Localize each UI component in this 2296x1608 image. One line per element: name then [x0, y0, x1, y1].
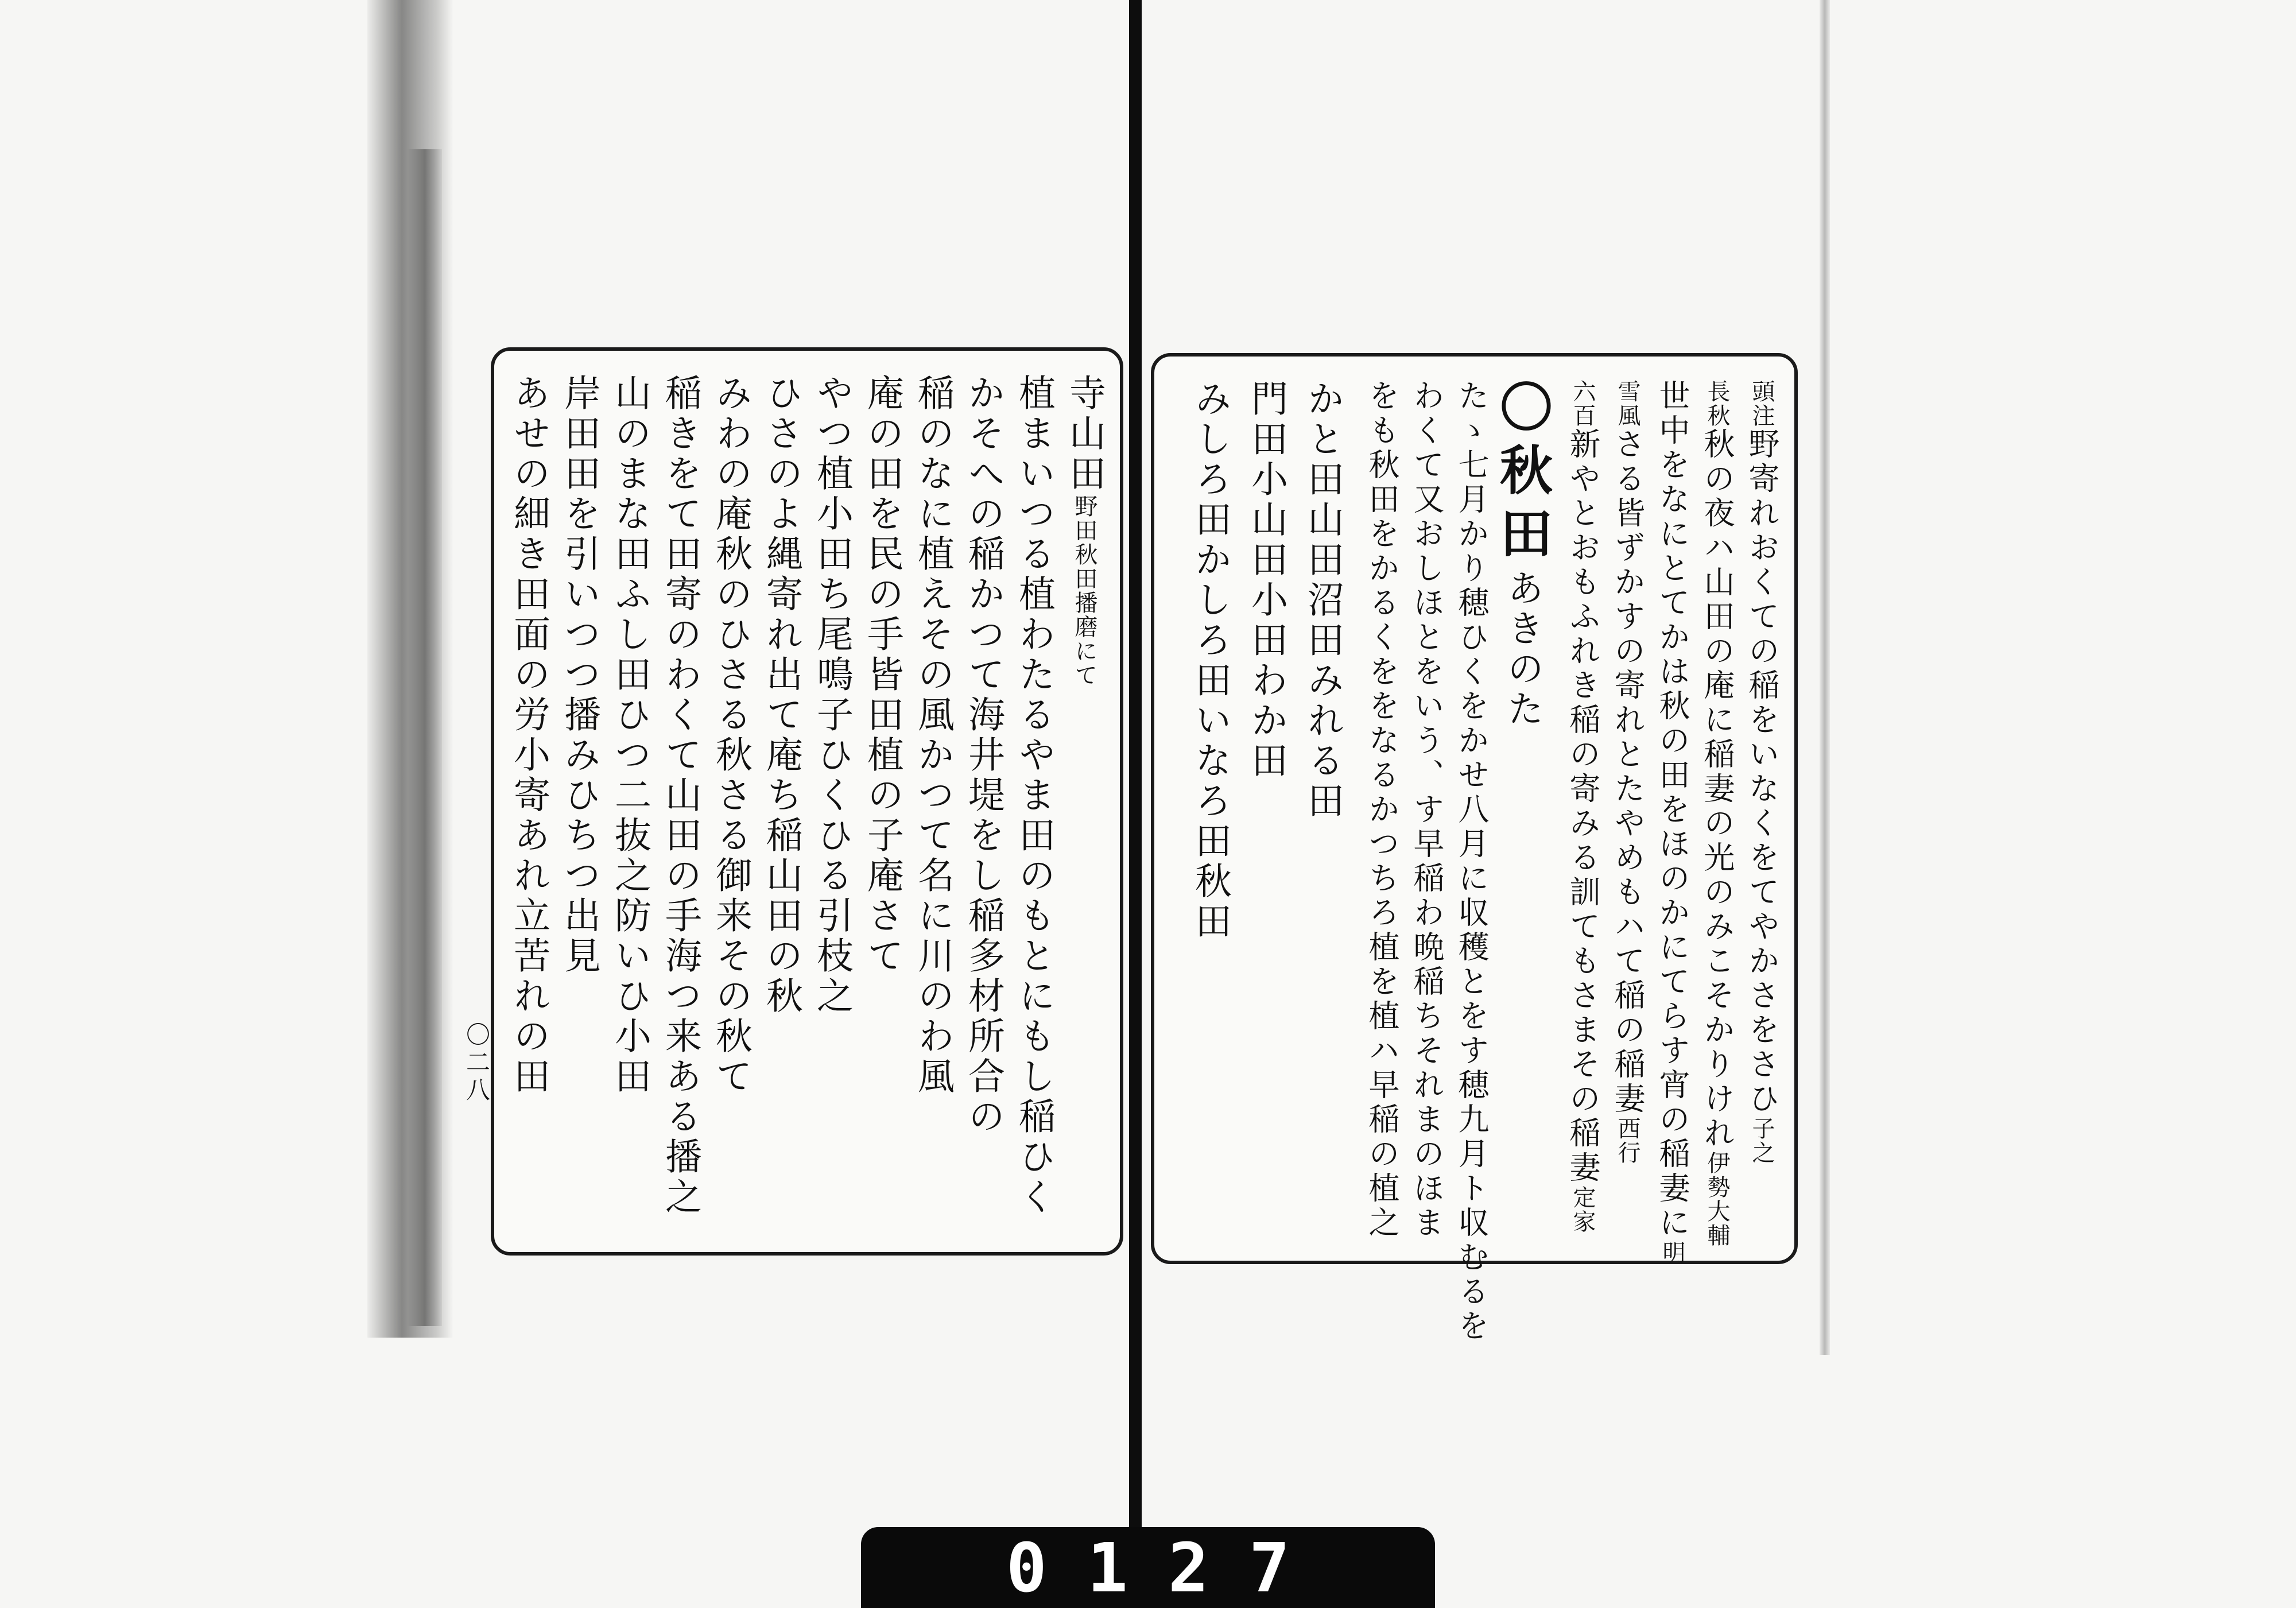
- text-segment: 民の手皆: [861, 534, 903, 695]
- text-segment: かつて海井堤: [962, 575, 1004, 816]
- left-column: [962, 374, 1004, 1137]
- text-segment: 田植の: [861, 695, 903, 816]
- body-column: [1364, 379, 1400, 1241]
- intro-column: [1744, 379, 1780, 1165]
- text-segment: 子庵さて: [861, 816, 903, 977]
- text-segment: 西行: [1614, 1117, 1640, 1165]
- text-segment: 定家: [1569, 1185, 1596, 1234]
- frame-number: 0127: [1006, 1528, 1331, 1607]
- intro-column: [1565, 379, 1601, 1234]
- text-segment: 植わたる: [1013, 575, 1055, 735]
- text-segment: 稲きをて: [659, 374, 701, 534]
- text-segment: かしろ田: [1189, 540, 1231, 701]
- text-segment: 鳴子ひく: [810, 655, 853, 816]
- left-column: [507, 374, 550, 1097]
- text-segment: わくて又おしほとをいう、す早稲わ晩稲ちそれまのほま: [1409, 379, 1445, 1241]
- text-segment: 秋の夜ハ山田の庵に稲妻の光のみこそかりけれ: [1699, 428, 1735, 1151]
- text-segment: 小田: [1245, 580, 1287, 661]
- text-segment: 伊勢大輔: [1704, 1151, 1730, 1247]
- text-segment: かそへの稲: [962, 374, 1004, 575]
- text-segment: 六百: [1569, 379, 1596, 428]
- text-segment: 稲のなに: [912, 374, 954, 534]
- text-segment: 沼田: [1301, 580, 1344, 661]
- intro-column: [1609, 379, 1646, 1165]
- left-column: [608, 374, 651, 1097]
- text-segment: 寺山田: [1063, 374, 1106, 494]
- intro-column: [1654, 379, 1690, 1265]
- text-segment: 来ある播之: [659, 1017, 701, 1218]
- text-segment: 門田: [1245, 379, 1287, 460]
- text-segment: 雪風: [1614, 379, 1640, 428]
- text-segment: 小山田: [1245, 460, 1287, 580]
- text-segment: 山のまな田: [608, 374, 651, 575]
- section-heading: 〇秋田: [1491, 379, 1553, 569]
- text-segment: いなろ田: [1189, 701, 1231, 862]
- text-segment: みしろ田: [1189, 379, 1231, 540]
- text-segment: 所合の: [962, 1017, 1004, 1137]
- text-segment: 田寄のわくて: [659, 534, 701, 776]
- left-page-frame: [491, 347, 1123, 1256]
- left-column: [810, 374, 853, 1017]
- text-segment: 庵ち稲: [760, 735, 802, 856]
- text-segment: 明: [1659, 1241, 1685, 1265]
- text-segment: 田面の労: [507, 575, 550, 735]
- text-segment: 庵の田を: [861, 374, 903, 534]
- text-segment: やま田のもとに: [1013, 735, 1055, 1017]
- left-column: [861, 374, 903, 977]
- text-segment: 山田の秋: [760, 856, 802, 1017]
- heading-column: [1491, 379, 1553, 730]
- text-segment: をし稲多材: [962, 816, 1004, 1017]
- page-number: 〇二八: [463, 1022, 491, 1105]
- text-segment: もし稲ひく: [1013, 1017, 1055, 1218]
- text-segment: 秋田: [1071, 543, 1097, 591]
- list-column: [1245, 379, 1287, 781]
- text-segment: わか田: [1245, 661, 1287, 781]
- text-segment: 野田: [1071, 494, 1097, 543]
- left-column: [1013, 374, 1055, 1218]
- text-segment: いつつ播: [558, 575, 600, 735]
- text-segment: 世中をなにとてかは秋の田をほのかにてらす宵の稲妻に: [1654, 379, 1690, 1241]
- text-segment: ふし田: [608, 575, 651, 695]
- text-segment: 小田ち尾: [810, 494, 853, 655]
- text-segment: 新やとおもふれき稲の寄みる訓てもさまその稲妻: [1565, 428, 1601, 1185]
- left-column: [1063, 374, 1106, 687]
- frame-number-stamp: [861, 1527, 1435, 1608]
- text-segment: 苦れの田: [507, 936, 550, 1097]
- text-segment: 秋さる: [709, 735, 752, 856]
- left-column: [912, 374, 954, 1097]
- text-segment: 川のわ風: [912, 936, 954, 1097]
- text-segment: かつて名に: [912, 735, 954, 936]
- text-segment: 頭注: [1748, 379, 1775, 428]
- text-segment: 山田: [1301, 500, 1344, 580]
- text-segment: 子之: [1748, 1117, 1775, 1165]
- text-segment: かと田: [1301, 379, 1344, 500]
- text-segment: 岸田: [558, 374, 600, 454]
- text-segment: 小寄あれ立: [507, 735, 550, 936]
- text-segment: さる皆ずかすの寄れとたやめもハて稲の稲妻: [1609, 428, 1646, 1117]
- text-segment: 長秋: [1704, 379, 1730, 428]
- intro-column: [1699, 379, 1735, 1247]
- text-segment: 寄れ出て: [760, 575, 802, 735]
- page-edge: [1820, 0, 1830, 1355]
- text-segment: みわの庵: [709, 374, 752, 534]
- body-column: [1453, 379, 1490, 1344]
- spine-divider: [1129, 0, 1142, 1608]
- text-segment: みひちつ出見: [558, 735, 600, 977]
- left-column: [760, 374, 802, 1017]
- text-segment: 秋田: [1189, 862, 1231, 942]
- text-segment: たゝ七月かり穂ひくをかせ八月に収穫とをす穂九月ト収むるを: [1453, 379, 1490, 1344]
- text-segment: 山田の手海つ: [659, 776, 701, 1017]
- text-segment: 植まいつる: [1013, 374, 1055, 575]
- heading-reading: あきのた: [1501, 569, 1543, 730]
- text-segment: ひつ二抜之: [608, 695, 651, 896]
- list-column: [1301, 379, 1344, 822]
- left-column: [709, 374, 752, 1097]
- text-segment: みれる田: [1301, 661, 1344, 822]
- text-segment: ひさのよ縄: [760, 374, 802, 575]
- gutter-shadow-inner: [408, 149, 442, 1326]
- text-segment: 秋のひさる: [709, 534, 752, 735]
- text-segment: 播磨にて: [1071, 591, 1097, 687]
- text-segment: 防いひ小田: [608, 896, 651, 1097]
- text-segment: やつ植: [810, 374, 853, 494]
- text-segment: 御来その秋て: [709, 856, 752, 1097]
- left-column: [558, 374, 600, 977]
- text-segment: あせの細き: [507, 374, 550, 575]
- text-segment: 野寄れおくての稲をいなくをてやかさをさひ: [1744, 428, 1780, 1117]
- right-page-frame: [1151, 353, 1798, 1344]
- text-segment: 植えその風: [912, 534, 954, 735]
- text-segment: ひる引枝之: [810, 816, 853, 1017]
- text-segment: 田を引: [558, 454, 600, 575]
- list-column: [1189, 379, 1231, 942]
- text-segment: をも秋田をかるくををなるかつちろ植を植ハ早稲の植之: [1364, 379, 1400, 1241]
- body-column: [1409, 379, 1445, 1241]
- left-column: [659, 374, 701, 1218]
